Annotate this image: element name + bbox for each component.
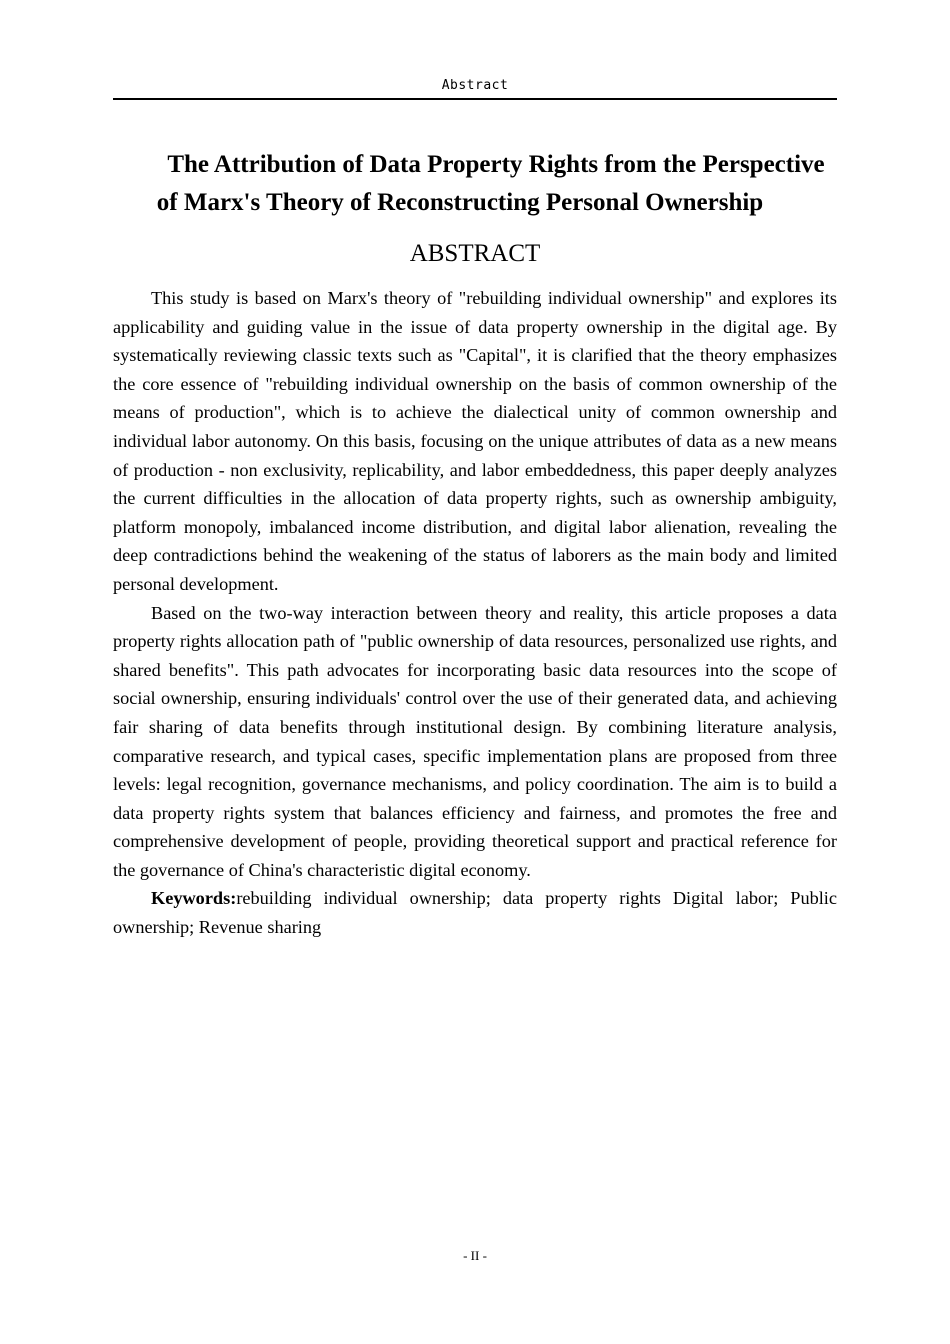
header-divider (113, 98, 837, 100)
paper-title-line-1: The Attribution of Data Property Rights from the Perspective (167, 151, 825, 178)
keywords-text: rebuilding individual ownership; data property rights Digital labor; Public ownership; Revenue sharing (113, 888, 837, 938)
paper-title (113, 146, 837, 222)
keywords-line (113, 884, 837, 941)
keywords-label: Keywords: (151, 888, 237, 909)
abstract-paragraph-1: This study is based on Marx's theory of "rebuilding individual ownership" and explores its applicability and guiding value in the issue of data property ownership in the digital age. By systematically reviewing classic texts such as "Capital", it is clarified that the theory emphasizes the core essence of "rebuilding individual ownership on the basis of common ownership of the means of production", which is to achieve the dialectical unity of common ownership and individual labor autonomy. On this basis, focusing on the unique attributes of data as a new means of production - non exclusivity, replicability, and labor embeddedness, this paper deeply analyzes the current difficulties in the allocation of data property rights, such as ownership ambiguity, platform monopoly, imbalanced income distribution, and digital labor alienation, revealing the deep contradictions behind the weakening of the status of laborers as the main body and limited personal development. (113, 288, 837, 594)
running-header: Abstract (441, 78, 509, 93)
abstract-paragraph-2: Based on the two-way interaction between theory and reality, this article proposes a data property rights allocation path of "public ownership of data resources, personalized use rights, and shared benefits". This path advocates for incorporating basic data resources into the scope of social ownership, ensuring individuals' control over the use of their generated data, and achieving fair sharing of data benefits through institutional design. By combining literature analysis, comparative research, and typical cases, specific implementation plans are proposed from three levels: legal recognition, governance mechanisms, and policy coordination. The aim is to build a data property rights system that balances efficiency and fairness, and promotes the free and comprehensive development of people, providing theoretical support and practical reference for the governance of China's characteristic digital economy. (113, 602, 837, 880)
abstract-heading: ABSTRACT (409, 240, 541, 267)
abstract-body (113, 284, 837, 942)
page-number: - II - (463, 1248, 487, 1263)
paper-title-line-2: of Marx's Theory of Reconstructing Personal Ownership (156, 189, 764, 216)
